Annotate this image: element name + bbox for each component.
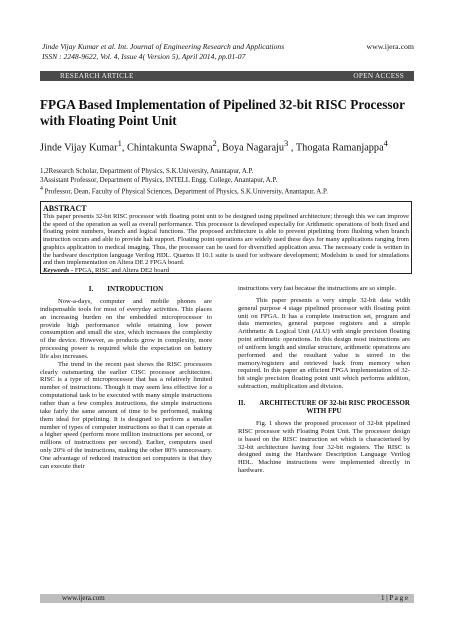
open-access-label: OPEN ACCESS — [353, 72, 404, 80]
abstract-text: This paper presents 32-bit RISC processor with floating point unit to be designed using pipelined architecture; through this we can improve the speed of the operation as well as overall performance. This processor is developed especially for Arithmetic operations of both fixed and floating point numbers, branch and logical functions. The proposed architecture is able to prevent pipelining from flushing when branch instruction occurs and able to provide halt support. Floating point operations are widely used these days for many applications ranging from graphics application to medical imaging. Thus, the processor can be used for diversified application area. The necessary code is written in the hardware description language Verilog HDL. Quartus II 10.1 suite is used for software development; Modelsim is used for simulations and then implementation on Altera DE 2 FPGA board. — [43, 213, 409, 267]
page-number: 1 | P a g e — [381, 594, 408, 602]
footer-website-link[interactable]: www.ijera.com — [62, 594, 105, 602]
left-column — [40, 285, 212, 471]
keywords-label: Keywords - — [43, 266, 75, 274]
section-heading — [238, 399, 410, 415]
issn-line: ISSN : 2248-9622, Vol. 4, Issue 4( Version 5), April 2014, pp.01-07 — [42, 52, 246, 61]
author-sup: 3 — [284, 138, 289, 148]
header-website-link[interactable]: www.ijera.com — [366, 42, 414, 51]
section-title: ARCHITECTURE OF 32-bit RISC PROCESSOR WITH FPU — [259, 398, 410, 415]
paragraph: Fig. 1 shows the proposed processor of 32-bit pipelined RISC processor with Floating Point Unit. The processor design is based on the RISC instruction set which is characterised by 32-bit architecture having four 32-bit registers. The RISC is designed using the Hardware Description Language Verilog HDL. Machine instructions were implemented directly in hardware. — [238, 419, 410, 475]
affiliations — [40, 167, 416, 196]
author-sup: 4 — [383, 138, 388, 148]
research-article-label: RESEARCH ARTICLE — [60, 72, 134, 80]
paragraph: The trend in the recent past shows the RISC processors clearly outsmarting the earlier CISC processor architecture. RISC is a type of microprocessor that has a relatively limited number of instructions. Though it may seem less effective for a computational task to be executed with many simple instructions rather than a few complex instructions, the simple instructions take fairly the same amount of time to be performed, making them ideal for pipelining. It is designed to perform a smaller number of types of computer instructions so that it can operate at a higher speed (perform more million instructions per second, or millions of instructions per second). Earlier, computers used only 20% of the instructions, making the other 80% unnecessary. One advantage of reduced instruction set computers is that they can execute their — [40, 360, 212, 470]
affiliation-line: 3Assistant Professor, Department of Physics, INTELL Engg. College, Anantapur, A.P. — [40, 177, 278, 184]
article-banner — [40, 71, 414, 81]
paper-title: FPGA Based Implementation of Pipelined 32-bit RISC Processor with Floating Point Unit — [40, 97, 405, 128]
paragraph: instructions very fast because the instructions are so simple. — [238, 285, 397, 292]
author-name: Jinde Vijay Kumar — [40, 142, 118, 154]
paragraph: This paper presents a very simple 32-bit data width general purpose 4 stage pipelined processor with floating point unit on FPGA. It has a complete instruction set, program and data memories, general purpose registers and a simple Arithmetic & Logical Unit (ALU) with single precision floating point arithmetic operations. In this design most instructions are of uniform length and similar structure, arithmetic operations are performed and the resultant value is stored in the memory/registers and retrieved back from memory when required. In this paper an efficient FPGA implementation of 32-bit single precision floating point unit which performs addition, subtraction, multiplication and division. — [238, 296, 410, 391]
author-name: Chintakunta Swapna — [127, 142, 213, 154]
section-number: I. — [88, 285, 94, 293]
abstract-heading: ABSTRACT — [43, 204, 87, 213]
keywords-text: FPGA, RISC and Altera DE2 board — [74, 266, 170, 274]
section-number: II. — [238, 398, 246, 407]
journal-line: Jinde Vijay Kumar et al. Int. Journal of Engineering Research and Applications — [42, 42, 285, 51]
keywords — [43, 267, 409, 275]
affiliation-text: Professor, Dean, Faculty of Physical Sciences, Department of Physics, S.K.University, Anantapur, A.P. — [42, 188, 328, 196]
author-name: Boya Nagaraju — [221, 142, 285, 154]
journal-header — [42, 42, 342, 62]
paragraph: Now-a-days, computer and mobile phones are indispensable tools for most of everyday activities. This places an increasing burden on the embedded microprocessor to provide high performance while retaining low power consumption and small die size, which increases the complexity of the device. However, as products grow in complexity, more processing power is required while the expectation on battery life also increases. — [40, 298, 212, 360]
author-sup: 1 — [117, 138, 122, 148]
abstract-box — [40, 201, 412, 274]
affiliation-sup: 4 — [40, 186, 43, 192]
author-sup: 2 — [212, 138, 217, 148]
section-heading — [40, 285, 212, 293]
page-footer — [40, 594, 414, 603]
affiliation-line: 1,2Research Scholar, Department of Physics, S.K.University, Anantapur, A.P. — [40, 168, 254, 175]
author-list: Jinde Vijay Kumar$^1$, Chintakunta Swapna$^2$, Boya Nagaraju$^3$ , Thogata Ramanjappa$^4$ — [40, 138, 388, 154]
right-column — [238, 285, 410, 475]
author-name: Thogata Ramanjappa — [295, 142, 384, 154]
section-title: INTRODUCTION — [107, 285, 164, 293]
affiliation-line — [40, 185, 416, 196]
